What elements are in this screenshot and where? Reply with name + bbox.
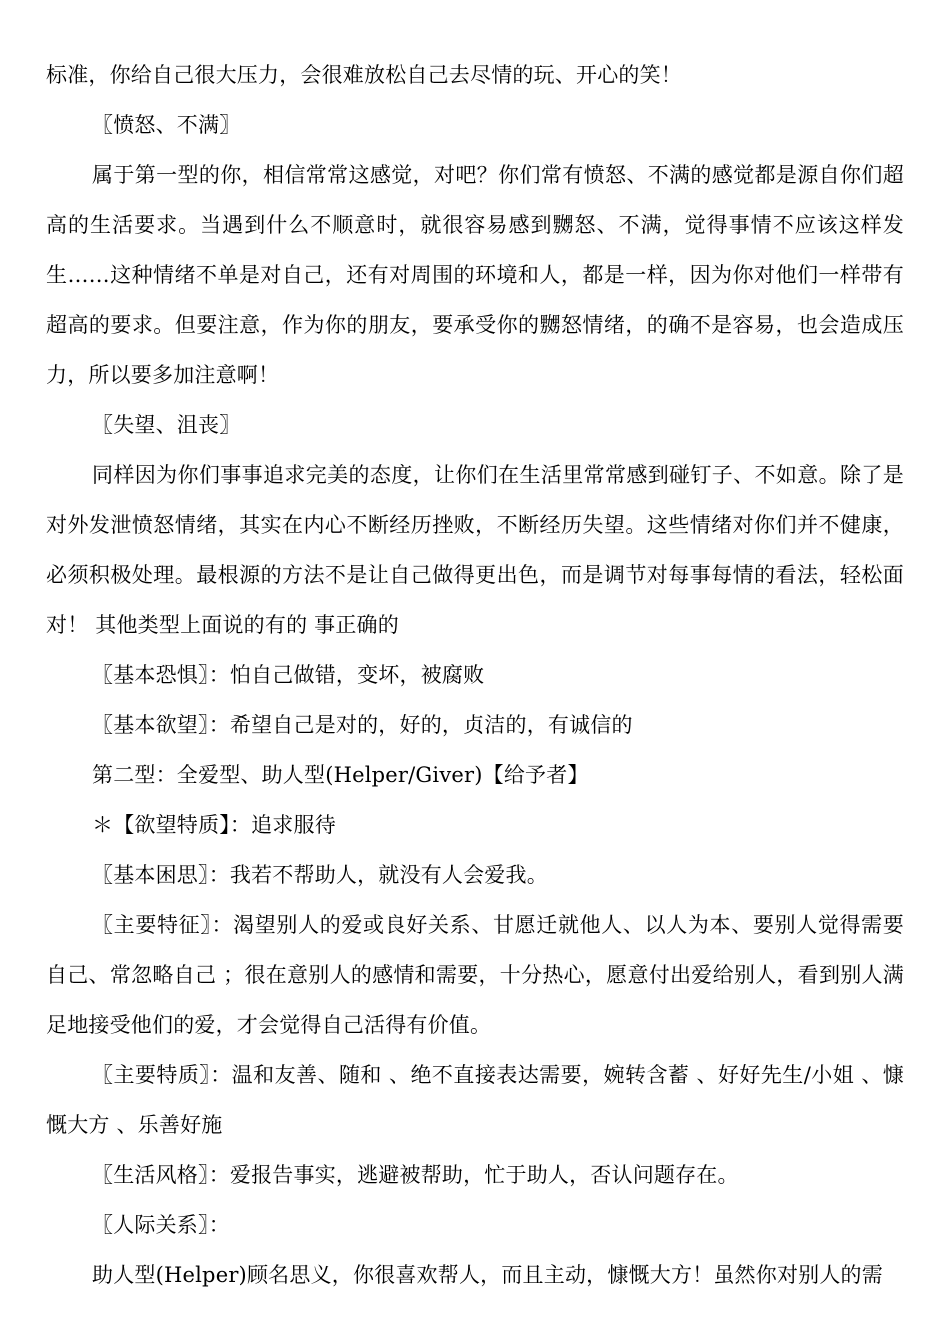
section-heading-disappointment: 〖失望、沮丧〗 xyxy=(92,413,241,437)
document-page xyxy=(46,50,904,1300)
basic-dilemma: 〖基本困思〗：我若不帮助人，就没有人会爱我。 xyxy=(92,863,548,887)
paragraph-helper: 助人型(Helper)顾名思义，你很喜欢帮人，而且主动，慷慨大方！虽然你对别人的需 xyxy=(92,1263,883,1287)
main-features: 〖主要特征〗：渴望别人的爱或良好关系、甘愿迁就他人、以人为本、要别人觉得需要自己、常忽略自己 ；很在意别人的感情和需要，十分热心，愿意付出爱给别人，看到别人满足地接受他们的爱，才会觉得自己活得有价值。 xyxy=(46,913,904,1037)
paragraph-anger: 属于第一型的你，相信常常这感觉，对吧？你们常有愤怒、不满的感觉都是源自你们超高的生活要求。当遇到什么不顺意时，就很容易感到嬲怒、不满，觉得事情不应该这样发生……这种情绪不单是对自己，还有对周围的环境和人，都是一样，因为你对他们一样带有超高的要求。但要注意，作为你的朋友，要承受你的嬲怒情绪，的确不是容易，也会造成压力，所以要多加注意啊！ xyxy=(46,163,904,387)
type-two-heading: 第二型：全爱型、助人型(Helper/Giver)【给予者】 xyxy=(92,763,589,787)
desire-trait: ＊【欲望特质】：追求服待 xyxy=(92,813,336,837)
basic-fear: 〖基本恐惧〗：怕自己做错，变坏，被腐败 xyxy=(92,663,485,687)
main-traits: 〖主要特质〗：温和友善、随和 、绝不直接表达需要，婉转含蓄 、好好先生/小姐 、慷慨大方 、乐善好施 xyxy=(46,1063,904,1137)
relationships-heading: 〖人际关系〗： xyxy=(92,1213,230,1237)
paragraph-disappointment: 同样因为你们事事追求完美的态度，让你们在生活里常常感到碰钉子、不如意。除了是对外发泄愤怒情绪，其实在内心不断经历挫败，不断经历失望。这些情绪对你们并不健康，必须积极处理。最根源的方法不是让自己做得更出色，而是调节对每事每情的看法，轻松面对！ 其他类型上面说的有的 事正确的 xyxy=(46,463,904,637)
section-heading-anger: 〖愤怒、不满〗 xyxy=(92,113,241,137)
paragraph-continuation: 标准，你给自己很大压力，会很难放松自己去尽情的玩、开心的笑！ xyxy=(46,63,682,87)
life-style: 〖生活风格〗：爱报告事实，逃避被帮助，忙于助人，否认问题存在。 xyxy=(92,1163,739,1187)
basic-desire: 〖基本欲望〗：希望自己是对的，好的，贞洁的，有诚信的 xyxy=(92,713,633,737)
